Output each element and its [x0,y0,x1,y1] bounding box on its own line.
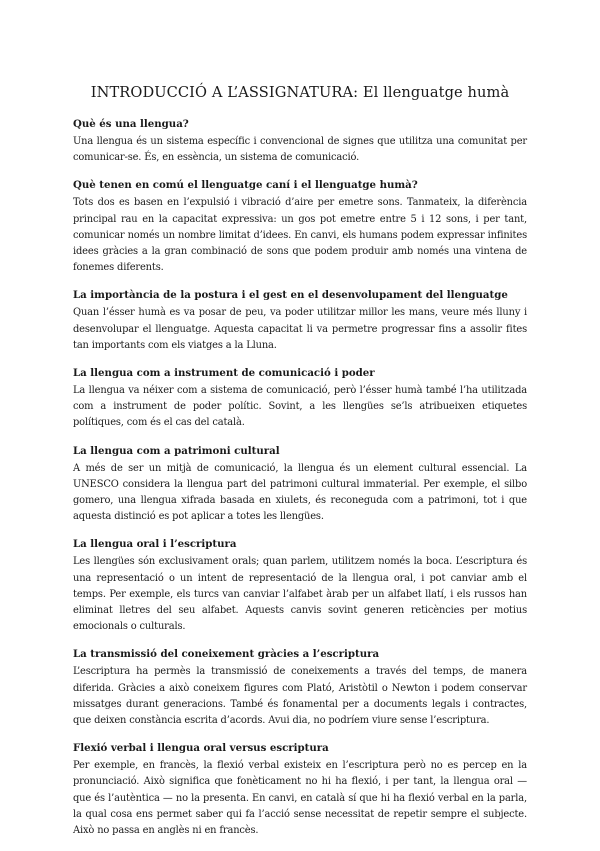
document-title: INTRODUCCIÓ A L’ASSIGNATURA: El llenguatge humà [90,84,510,101]
section-body: Les llengües són exclusivament orals; quan parlem, utilitzem només la boca. L’escriptura és una representació o un intent de representació de la llengua oral, i pot canviar amb el temps. Per exemple, els turcs van canviar l’alfabet àrab per un alfabet llatí, i els russos han eliminat lletres del seu alfabet. Aquests canvis sovint generen reticències per motius emocionals o culturals. [73,556,527,633]
section-heading: Què tenen en comú el llenguatge caní i el llenguatge humà? [73,179,418,192]
section-heading: La llengua com a patrimoni cultural [73,444,280,457]
section-heading: La llengua com a instrument de comunicació i poder [73,367,375,380]
section-posture-gesture [73,288,527,354]
section-body: L’escriptura ha permès la transmissió de coneixements a través del temps, de manera diferida. Gràcies a això coneixem figures com Plató, Aristòtil o Newton i podem conservar missatges durant generacions. També és fonamental per a documents legals i contractes, que deixen constància escrita d’acords. Avui dia, no podríem viure sense l’escriptura. [73,666,527,727]
section-language-power [73,366,527,432]
section-heading: Flexió verbal i llengua oral versus escriptura [73,742,329,755]
section-canine-vs-human [73,178,527,276]
document-page [73,84,527,851]
section-body: Quan l’ésser humà es va posar de peu, va poder utilitzar millor les mans, veure més lluny i desenvolupar el llenguatge. Aquesta capacitat li va permetre progressar fins a assolir fites tan importants com els viatges a la Lluna. [73,307,527,351]
section-body: Una llengua és un sistema específic i convencional de signes que utilitza una comunitat per comunicar-se. És, en essència, un sistema de comunicació. [73,136,527,164]
section-heading: Què és una llengua? [73,118,189,130]
section-body: Per exemple, en francès, la flexió verbal existeix en l’escriptura però no es percep en la pronunciació. Això significa que fonèticament no hi ha flexió, i per tant, la llengua oral — que és l’autèntica — no la presenta. En canvi, en català sí que hi ha flexió verbal en la parla, la qual cosa ens permet saber qui fa l’acció sense necessitat de repetir sempre el subjecte. Això no passa en anglès ni en francès. [73,760,527,837]
section-verbal-inflection [73,741,527,839]
section-body: La llengua va néixer com a sistema de comunicació, però l’ésser humà també l’ha utilitzada com a instrument de poder polític. Sovint, a les llengües se’ls atribueixen etiquetes polítiques, com és el cas del català. [73,385,527,429]
section-oral-and-writing [73,537,527,635]
section-heading: La llengua oral i l’escriptura [73,538,237,551]
section-body: A més de ser un mitjà de comunicació, la llengua és un element cultural essencial. La UNESCO considera la llengua part del patrimoni cultural immaterial. Per exemple, el silbo gomero, una llengua xifrada basada en xiulets, és reconeguda com a patrimoni, tot i que aquesta distinció es pot aplicar a totes les llengües. [73,462,527,523]
section-what-is-language [73,117,527,166]
section-cultural-heritage [73,444,527,526]
section-heading: La transmissió del coneixement gràcies a l’escriptura [73,648,380,661]
section-body: Tots dos es basen en l’expulsió i vibració d’aire per emetre sons. Tanmateix, la diferència principal rau en la capacitat expressiva: un gos pot emetre entre 5 i 12 sons, i per tant, comunicar només un nombre limitat d’idees. En canvi, els humans podem expressar infinites idees gràcies a la gran combinació de sons que podem produir amb només una vintena de fonemes diferents. [73,197,527,274]
section-knowledge-transmission [73,647,527,729]
section-heading: La importància de la postura i el gest en el desenvolupament del llenguatge [73,289,508,302]
